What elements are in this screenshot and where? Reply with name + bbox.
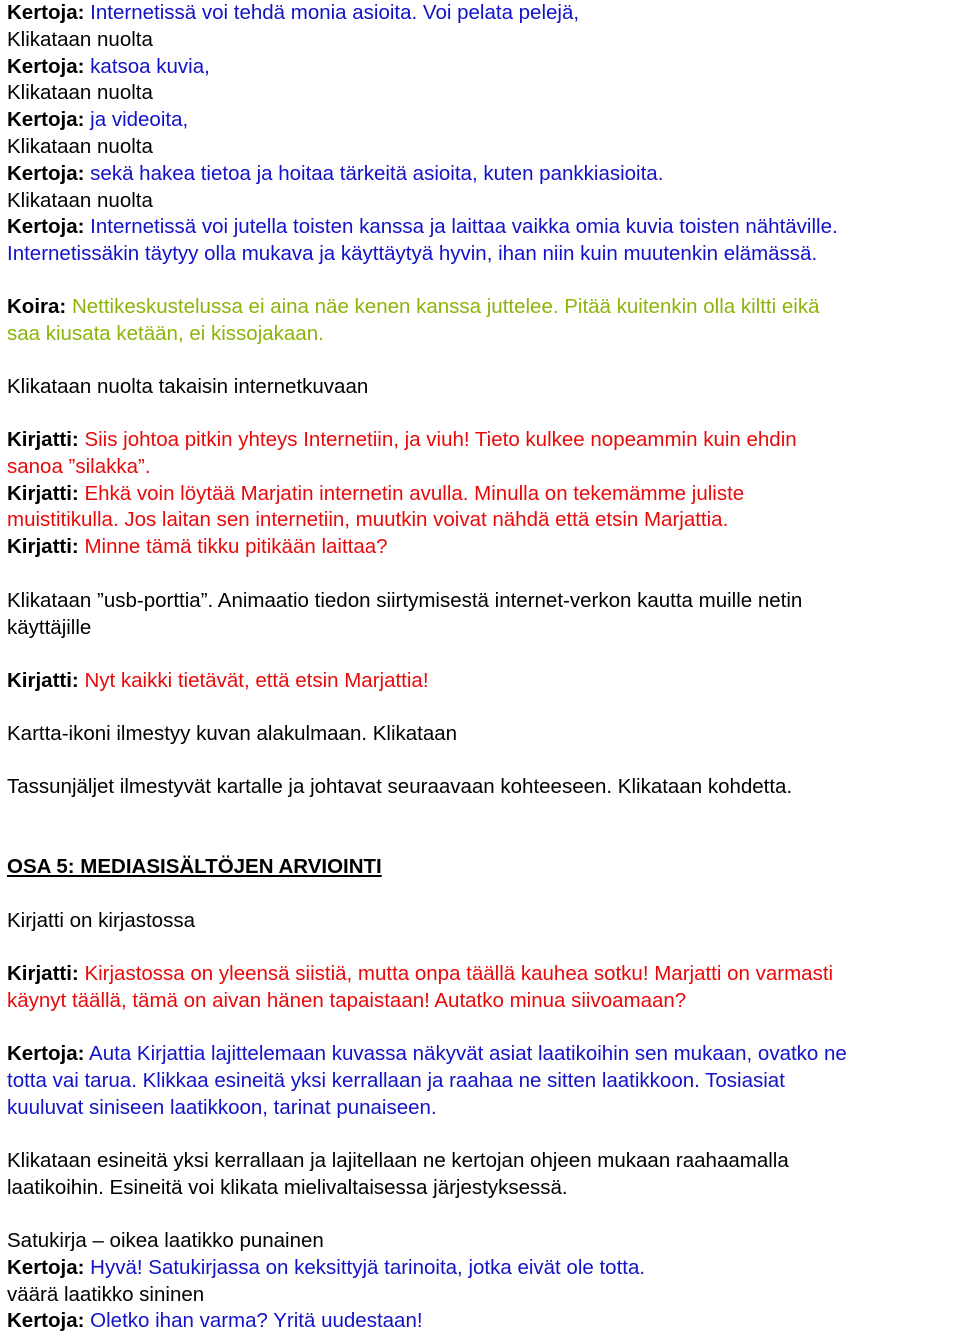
kirjatti-line: [7, 961, 960, 988]
kirjatti-text: Kirjastossa on yleensä siistiä, mutta onpa täällä kauhea sotku! Marjatti on varmasti: [84, 962, 834, 985]
narrator-text: ja videoita,: [90, 108, 189, 132]
narration-block-sorting: [7, 1041, 960, 1121]
instruction-block: [7, 908, 960, 935]
instruction-line: väärä laatikko sininen: [7, 1282, 205, 1306]
instruction-block: [7, 721, 960, 748]
narrator-text: totta vai tarua. Klikkaa esineitä yksi kerrallaan ja raahaa ne sitten laatikkoon. Tosiasiat: [7, 1068, 785, 1092]
narrator-line: [7, 1255, 960, 1282]
instruction-line: Klikataan nuolta: [7, 27, 153, 51]
speaker-label: Koira:: [7, 295, 67, 318]
kirjatti-text: Nyt kaikki tietävät, että etsin Marjattia!: [84, 669, 429, 692]
dog-text: saa kiusata ketään, ei kissojakaan.: [7, 321, 324, 345]
kirjatti-line: [7, 534, 960, 561]
instruction-line: laatikoihin. Esineitä voi klikata mielivaltaisessa järjestyksessä.: [7, 1175, 568, 1199]
instruction-line: Klikataan nuolta: [7, 81, 153, 105]
narrator-text: Internetissä voi jutella toisten kanssa ja laittaa vaikka omia kuvia toisten nähtäville.: [90, 215, 838, 239]
instruction-block: [7, 374, 960, 401]
kirjatti-line: [7, 427, 960, 454]
narrator-text: kuuluvat siniseen laatikkoon, tarinat punaiseen.: [7, 1095, 437, 1119]
dog-dialogue: [7, 294, 960, 348]
narrator-text: Oletko ihan varma? Yritä uudestaan!: [90, 1309, 423, 1333]
narrator-text: Internetissäkin täytyy olla mukava ja käyttäytyä hyvin, ihan niin kuin muutenkin elämässä.: [7, 242, 818, 266]
speaker-label: Kertoja:: [7, 54, 85, 78]
speaker-label: Kertoja:: [7, 1309, 85, 1333]
kirjatti-text: Ehkä voin löytää Marjatin internetin avulla. Minulla on tekemämme juliste: [84, 481, 745, 505]
speaker-label: Kertoja:: [7, 1042, 85, 1065]
speaker-label: Kertoja:: [7, 1255, 85, 1279]
instruction-line: Klikataan esineitä yksi kerrallaan ja lajitellaan ne kertojan ohjeen mukaan raahaamalla: [7, 1149, 789, 1172]
speaker-label: Kertoja:: [7, 215, 85, 239]
instruction-line: käyttäjille: [7, 615, 92, 639]
kirjatti-text: Siis johtoa pitkin yhteys Internetiin, ja viuh! Tieto kulkee nopeammin kuin ehdin: [84, 428, 797, 451]
kirjatti-dialogue: [7, 961, 960, 1015]
kirjatti-line: [7, 668, 960, 695]
speaker-label: Kirjatti:: [7, 428, 79, 451]
speaker-label: Kertoja:: [7, 1, 85, 24]
instruction-line: Kartta-ikoni ilmestyy kuvan alakulmaan. Klikataan: [7, 722, 458, 745]
kirjatti-text: sanoa ”silakka”.: [7, 454, 151, 478]
instruction-line: Klikataan nuolta takaisin internetkuvaan: [7, 375, 369, 398]
kirjatti-line: [7, 481, 960, 508]
kirjatti-dialogue: [7, 668, 960, 695]
speaker-label: Kirjatti:: [7, 481, 79, 505]
instruction-line: Klikataan nuolta: [7, 134, 153, 158]
speaker-label: Kertoja:: [7, 161, 85, 185]
instruction-block: [7, 588, 960, 642]
narrator-line: [7, 107, 960, 134]
instruction-line: Klikataan ”usb-porttia”. Animaatio tiedon siirtymisestä internet-verkon kautta muille netin: [7, 589, 803, 612]
narrator-line: [7, 54, 960, 81]
kirjatti-dialogue: [7, 427, 960, 561]
kirjatti-text: Minne tämä tikku pitikään laittaa?: [84, 535, 388, 559]
instruction-line: Tassunjäljet ilmestyvät kartalle ja johtavat seuraavaan kohteeseen. Klikataan kohdetta.: [7, 775, 793, 798]
instruction-line: Klikataan nuolta: [7, 188, 153, 212]
narrator-text: katsoa kuvia,: [90, 54, 210, 78]
narration-block-internet: [7, 0, 960, 268]
instruction-block: [7, 1148, 960, 1202]
narrator-line: [7, 214, 960, 241]
dog-text: Nettikeskustelussa ei aina näe kenen kanssa juttelee. Pitää kuitenkin olla kiltti eikä: [71, 295, 820, 318]
kirjatti-text: käynyt täällä, tämä on aivan hänen tapaistaan! Autatko minua siivoamaan?: [7, 988, 687, 1012]
narrator-line: [7, 161, 960, 188]
speaker-label: Kirjatti:: [7, 669, 79, 692]
instruction-line: Kirjatti on kirjastossa: [7, 909, 195, 932]
instruction-line: Satukirja – oikea laatikko punainen: [7, 1229, 324, 1252]
narrator-text: Hyvä! Satukirjassa on keksittyjä tarinoita, jotka eivät ole totta.: [90, 1255, 646, 1279]
narrator-line: [7, 1041, 960, 1068]
section-heading: OSA 5: MEDIASISÄLTÖJEN ARVIOINTI: [7, 855, 382, 878]
instruction-block: [7, 774, 960, 801]
narrator-text: Auta Kirjattia lajittelemaan kuvassa näkyvät asiat laatikoihin sen mukaan, ovatko ne: [89, 1042, 847, 1065]
speaker-label: Kirjatti:: [7, 535, 79, 559]
speaker-label: Kirjatti:: [7, 962, 79, 985]
dog-line: [7, 294, 960, 321]
narrator-line: [7, 0, 960, 27]
feedback-block: [7, 1228, 960, 1335]
narrator-line: [7, 1308, 960, 1335]
narrator-text: Internetissä voi tehdä monia asioita. Voi pelata pelejä,: [90, 1, 580, 24]
section-heading-block: [7, 854, 960, 881]
kirjatti-text: muistitikulla. Jos laitan sen internetiin, muutkin voivat nähdä että etsin Marjattia.: [7, 508, 729, 532]
narrator-text: sekä hakea tietoa ja hoitaa tärkeitä asioita, kuten pankkiasioita.: [90, 161, 664, 185]
speaker-label: Kertoja:: [7, 108, 85, 132]
